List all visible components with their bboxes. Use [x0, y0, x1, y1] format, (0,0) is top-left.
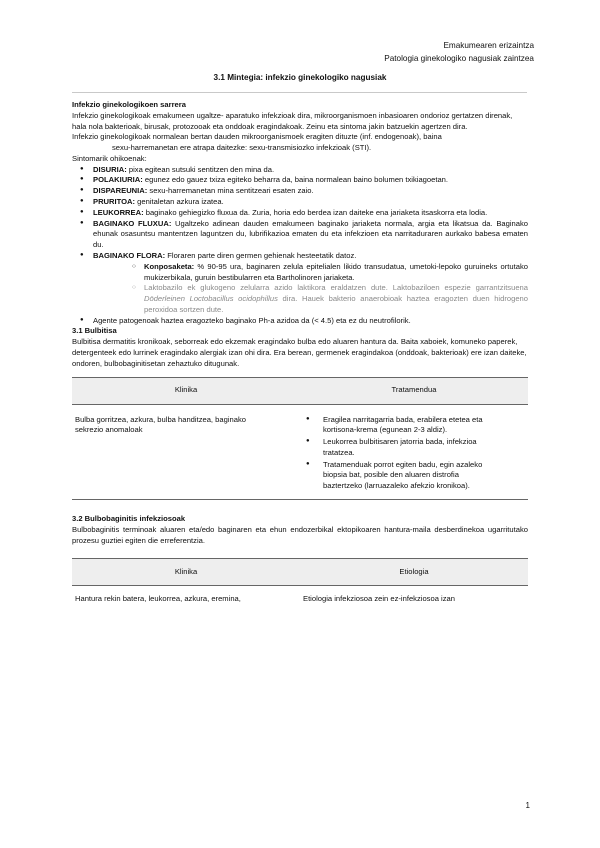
term-disuria: DISURIA:	[93, 164, 127, 174]
intro-paragraph-2b: sexu-harremanetan ere atrapa daitezke: sexu-transmisiozko infekzioak (STI).	[112, 143, 372, 153]
table-row	[72, 404, 528, 499]
list-item	[72, 175, 528, 186]
term-konposaketa: Konposaketa:	[144, 261, 195, 271]
definition-text: Ugaltzeko adinean dauden emakumeen baginako jariaketa normala, argia eta likatsua da. Baginako ehunak osasuntsu mantentzen laguntzen du, lubrifikazioa ematen du eta infekzioen eta narritaduraren aurkako babesa ematen du.	[93, 218, 528, 250]
main-content	[72, 100, 528, 611]
section-heading-bulbitisa: 3.1 Bulbitisa	[72, 326, 117, 336]
header-course: Emakumearen erizaintza	[443, 41, 534, 50]
term-leukorrea: LEUKORREA:	[93, 207, 144, 217]
tratamendua-cell	[300, 404, 528, 499]
page-title: 3.1 Mintegia: infekzio ginekologiko nagusiak	[213, 73, 387, 82]
definition-text: egunez edo gauez txiza egiteko beharra da, baina normalean baino bolumen txikiagoetan.	[142, 175, 449, 185]
bulbobaginitis-paragraph: Bulbobaginitis terminoak aluaren eta/edo baginaren eta ehun endozerbikal ektopikoaren hantura-maila desberdinekoa ugarritutako prozesu guztiei egiten die erreferentzia.	[72, 524, 528, 545]
list-item: ● Eragilea narritagarria bada, erabilera etetea eta kortisona-krema (egunean 2-3 aldiz).	[303, 415, 498, 437]
intro-paragraph-1: Infekzio ginekologikoak emakumeen ugaltze- aparatuko infekzioak dira, mikroorganismoen inbasioaren ondorioz gertatzen direnak, hala nola bakterioak, birusak, protozooak eta onddoak eragindakoak. Zeinu eta sintoma jakin batzuekin agertzen dira.	[72, 110, 513, 131]
list-item	[132, 283, 528, 315]
symptoms-list	[72, 165, 528, 327]
list-item	[72, 251, 528, 316]
ph-statement: Agente patogenoak haztea eragozteko baginako Ph-a azidoa da (< 4.5) eta ez du neutrofilorik.	[93, 315, 411, 325]
table-header-tratamendua: Tratamendua	[300, 377, 528, 404]
intro-paragraph-2a: Infekzio ginekologikoak normalean bertan dauden mikroorganismoek eragiten dituzte (inf. endogenoak), baina	[72, 132, 442, 142]
table-header-etiologia: Etiologia	[300, 559, 528, 586]
definition-text: genitaletan azkura izatea.	[135, 197, 224, 207]
bulbobaginitis-table	[72, 558, 528, 611]
table-header-klinika: Klinika	[72, 559, 300, 586]
species-name: Döderleinen Loctobacillus ocidophillus	[144, 294, 278, 304]
definition-text: Floraren parte diren germen gehienak hesteetatik datoz.	[165, 250, 357, 260]
intro-heading: Infekzio ginekologikoen sarrera	[72, 100, 186, 109]
definition-text: sexu-harremanetan mina sentitzeari esaten zaio.	[147, 186, 314, 196]
flora-sublist	[93, 262, 528, 316]
treatment-list	[303, 415, 498, 492]
lactobacillus-text: Laktobazilo ek glukogeno zelularra azido laktikora eraldatzen dute. Laktobaziloen espezie garrantzitsuena	[144, 283, 528, 293]
klinika-cell: Hantura rekin batera, leukorrea, azkura, eremina,	[75, 594, 241, 604]
list-item	[72, 208, 528, 219]
list-item	[72, 165, 528, 176]
header-topic: Patologia ginekologiko nagusiak zaintzea	[384, 54, 534, 63]
title-divider	[72, 92, 527, 93]
klinika-cell: Bulba gorritzea, azkura, bulba handitzea, baginako sekrezio anomaloak	[72, 404, 300, 499]
term-dispareunia: DISPAREUNIA:	[93, 186, 148, 196]
symptoms-label: Sintomarik ohikoenak:	[72, 153, 147, 163]
etiologia-cell: Etiologia infekziosoa zein ez-infekziosoa izan	[303, 594, 455, 604]
section-heading-bulbobaginitis: 3.2 Bulbobaginitis infekziosoak	[72, 514, 186, 523]
term-polakiuria: POLAKIURIA:	[93, 175, 143, 185]
table-row	[72, 586, 528, 611]
list-item: ● Leukorrea bulbitisaren jatorria bada, infekzioa tratatzea.	[303, 437, 498, 459]
definition-text: pixa egitean sutsuki sentitzen den mina da.	[126, 164, 275, 174]
list-item	[72, 197, 528, 208]
lactobacillus-text-end: dira. Hauek bakterio anaerobioak haztea eragozten duen hidrogeno peroxidoa sortzen dute.	[144, 294, 528, 314]
list-item: ● Tratamenduak porrot egiten badu, egin azaleko biopsia bat, posible den aluaren distrofia baztertzeko (larruazaleko afekzio kronikoa).	[303, 460, 498, 492]
bulbitisa-table	[72, 377, 528, 500]
list-item	[72, 316, 528, 327]
bulbitisa-paragraph: Bulbitisa dermatitis kronikoak, seborreak edo ekzemak eragindako bulba edo aluaren hantura da. Baita xaboiek, komuneko paperek, detergenteek edo lurrinek eragindako alergiak izan ohi dira. Era berean, germenek eragindakoa (onddoak, bakterioak) ere izan daiteke, ondoren, bulbobaginitisetan zehaztuko ditugunak.	[72, 337, 527, 368]
term-baginako-fluxua: BAGINAKO FLUXUA:	[93, 218, 172, 228]
definition-text: baginako gehiegizko fluxua da. Zuria, horia edo berdea izan daiteke ena jariaketa itsaskorra eta lodia.	[143, 207, 488, 217]
list-item	[72, 219, 528, 251]
list-item	[132, 262, 528, 284]
list-item	[72, 186, 528, 197]
definition-text: % 90-95 ura, baginaren zelula epitelialen likido transudatua, umetoki-lepoko guruineks ortutako mukizerbikala, guruin bestibularren eta Bartholinoren jariaketa.	[144, 261, 528, 282]
page-number: 1	[525, 801, 530, 810]
term-baginako-flora: BAGINAKO FLORA:	[93, 250, 166, 260]
term-pruritoa: PRURITOA:	[93, 197, 136, 207]
table-header-klinika: Klinika	[72, 377, 300, 404]
